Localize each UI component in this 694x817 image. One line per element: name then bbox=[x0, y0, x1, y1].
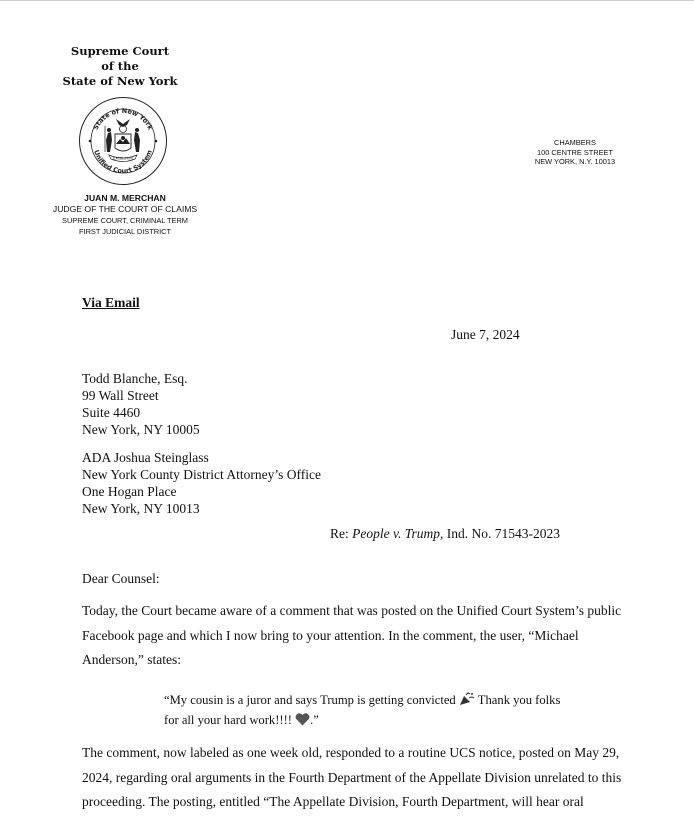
address-line: Todd Blanche, Esq. bbox=[82, 371, 188, 386]
chambers-address bbox=[520, 138, 630, 167]
recipient-address-1 bbox=[82, 370, 200, 438]
address-line: New York, NY 10005 bbox=[82, 422, 200, 437]
quote-text-1: “My cousin is a juror and says Trump is getting convicted bbox=[164, 693, 459, 707]
address-line: 99 Wall Street bbox=[82, 388, 159, 403]
body-paragraph-2: The comment, now labeled as one week old, responded to a routine UCS notice, posted on May 29, 2024, regarding oral arguments in the Fourth Department of the Appellate Division unrelated to this proceeding. The posting, entitled “The Appellate Division, Fourth Department, will hear oral bbox=[82, 745, 622, 809]
court-name-header bbox=[60, 44, 180, 89]
page-top-border bbox=[0, 0, 694, 1]
delivery-method: Via Email bbox=[82, 295, 140, 310]
party-popper-icon bbox=[459, 692, 475, 706]
address-line: New York, NY 10013 bbox=[82, 501, 200, 516]
re-prefix: Re: bbox=[330, 526, 353, 541]
court-name-line2: of the bbox=[101, 59, 139, 73]
address-line: One Hogan Place bbox=[82, 484, 177, 499]
quote-text-3: .” bbox=[310, 713, 319, 727]
quote-text-2: Thank you folks for all your hard work!!!! bbox=[164, 693, 561, 727]
court-seal-logo bbox=[78, 96, 168, 186]
judicial-district: FIRST JUDICIAL DISTRICT bbox=[79, 227, 171, 236]
judge-info bbox=[0, 193, 250, 237]
letter-date: June 7, 2024 bbox=[451, 327, 520, 342]
seal-motto: EXCELSIOR bbox=[113, 156, 133, 161]
svg-text:Unified Court System: Unified Court System bbox=[92, 148, 154, 176]
chambers-line3: NEW YORK, N.Y. 10013 bbox=[534, 157, 616, 166]
svg-text:State of New York: State of New York bbox=[91, 106, 155, 132]
address-line: Suite 4460 bbox=[82, 405, 141, 420]
chambers-line2: 100 CENTRE STREET bbox=[537, 147, 613, 157]
judge-name: JUAN M. MERCHAN bbox=[84, 193, 166, 203]
heart-icon bbox=[295, 713, 310, 726]
chambers-line1: CHAMBERS bbox=[554, 138, 596, 147]
court-term: SUPREME COURT, CRIMINAL TERM bbox=[62, 216, 188, 225]
indictment-number: , Ind. No. 71543-2023 bbox=[440, 526, 560, 541]
judge-title: JUDGE OF THE COURT OF CLAIMS bbox=[52, 204, 198, 214]
salutation: Dear Counsel: bbox=[82, 571, 160, 586]
recipient-address-2 bbox=[82, 449, 321, 517]
re-line bbox=[330, 526, 560, 542]
address-line: New York County District Attorney’s Office bbox=[82, 467, 321, 482]
court-name-line1: Supreme Court bbox=[70, 44, 170, 58]
address-line: ADA Joshua Steinglass bbox=[82, 450, 209, 465]
case-name: People v. Trump bbox=[352, 526, 440, 541]
court-name-line3: State of New York bbox=[62, 74, 178, 88]
body-paragraph-1: Today, the Court became aware of a comment that was posted on the Unified Court System’s public Facebook page and which I now bring to your attention. In the comment, the user, “Michael Anderson,” states: bbox=[82, 603, 622, 667]
quoted-comment bbox=[164, 690, 564, 730]
